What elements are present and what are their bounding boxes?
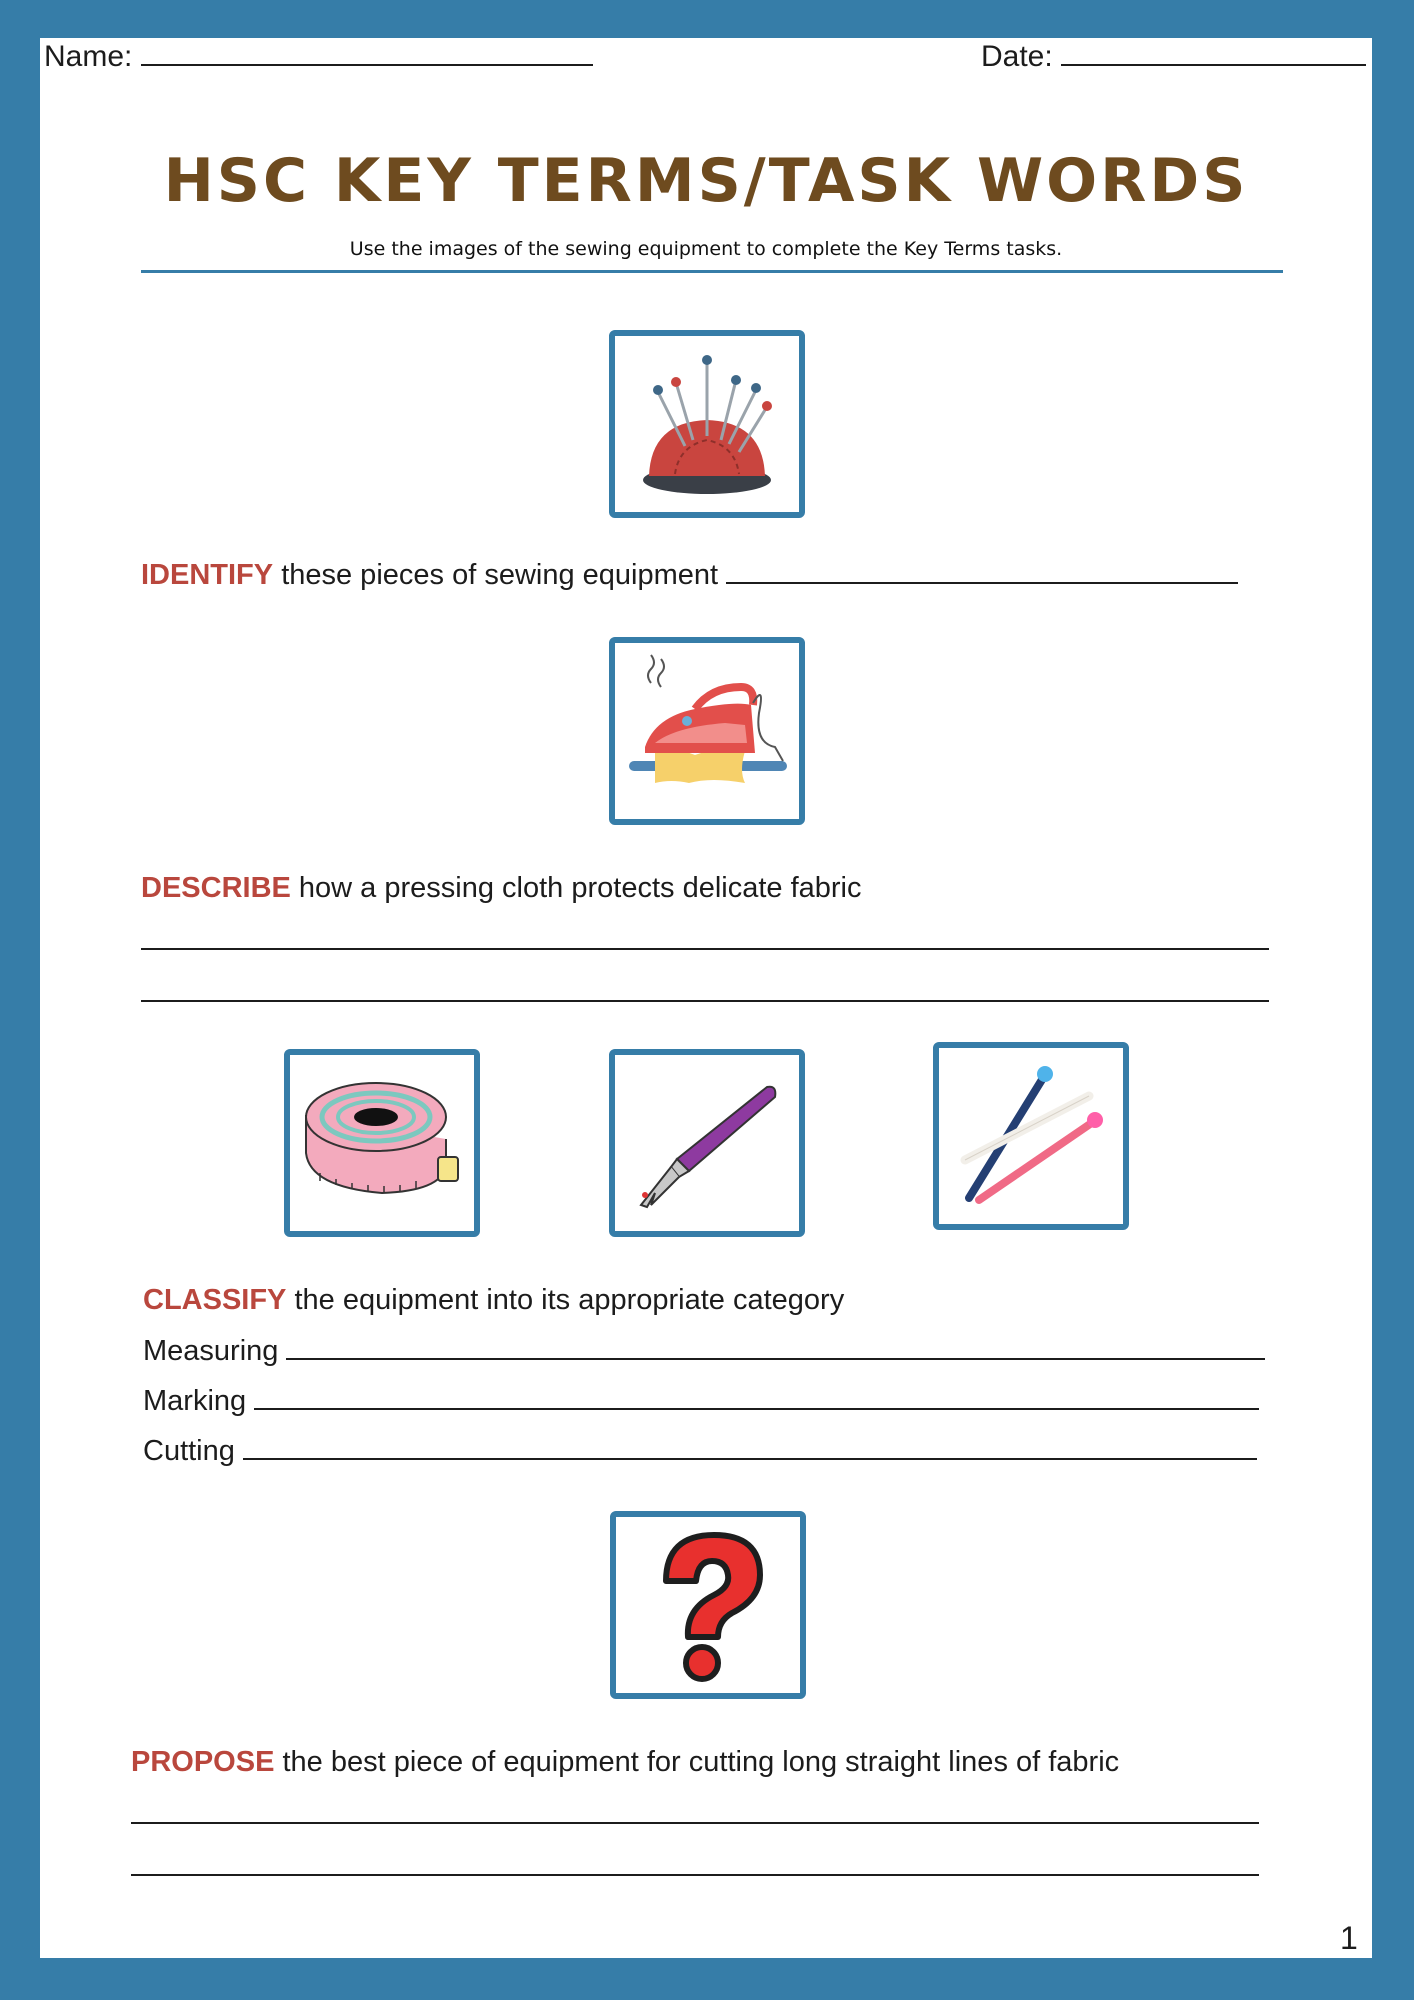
classify-text: the equipment into its appropriate category	[294, 1284, 845, 1316]
page-title: HSC KEY TERMS/TASK WORDS	[163, 146, 1249, 216]
iron-icon	[615, 643, 799, 819]
category-label: Cutting	[143, 1435, 235, 1467]
pin-cushion-icon	[615, 336, 799, 512]
identify-keyword: IDENTIFY	[141, 559, 274, 591]
seam-ripper-icon	[615, 1055, 799, 1231]
classify-keyword: CLASSIFY	[143, 1284, 287, 1316]
chalk-pencils-icon	[939, 1048, 1123, 1224]
identify-text: these pieces of sewing equipment	[281, 559, 719, 591]
describe-text: how a pressing cloth protects delicate fabric	[298, 872, 862, 904]
name-label: Name:	[44, 40, 133, 73]
classify-row-cutting	[143, 1432, 1257, 1469]
page-subtitle: Use the images of the sewing equipment to complete the Key Terms tasks.	[349, 238, 1063, 260]
name-field[interactable]	[44, 38, 593, 75]
propose-keyword: PROPOSE	[131, 1746, 275, 1778]
category-label: Measuring	[143, 1335, 279, 1367]
classify-row-marking	[143, 1382, 1259, 1419]
propose-answer-line-2[interactable]	[131, 1874, 1259, 1876]
cutting-answer-blank[interactable]	[243, 1432, 1257, 1460]
identify-answer-blank[interactable]	[726, 556, 1238, 584]
pin-cushion-frame	[609, 330, 805, 518]
iron-frame	[609, 637, 805, 825]
tape-measure-frame	[284, 1049, 480, 1237]
seam-ripper-frame	[609, 1049, 805, 1237]
describe-question	[141, 870, 862, 906]
tape-measure-icon	[290, 1055, 474, 1231]
classify-row-measuring	[143, 1332, 1265, 1369]
measuring-answer-blank[interactable]	[286, 1332, 1265, 1360]
propose-answer-line-1[interactable]	[131, 1822, 1259, 1824]
date-label: Date:	[981, 40, 1053, 73]
name-blank[interactable]	[141, 38, 593, 66]
describe-keyword: DESCRIBE	[141, 872, 291, 904]
describe-answer-line-2[interactable]	[141, 1000, 1269, 1002]
category-label: Marking	[143, 1385, 247, 1417]
classify-question	[143, 1282, 844, 1318]
page-number: 1	[1340, 1920, 1358, 1956]
date-field[interactable]	[981, 38, 1366, 75]
identify-question	[141, 556, 1238, 593]
date-blank[interactable]	[1061, 38, 1366, 66]
question-mark-frame	[610, 1511, 806, 1699]
describe-answer-line-1[interactable]	[141, 948, 1269, 950]
question-mark-icon	[616, 1517, 800, 1693]
propose-question	[131, 1744, 1119, 1780]
chalk-pencils-frame	[933, 1042, 1129, 1230]
worksheet-page	[40, 38, 1372, 1958]
marking-answer-blank[interactable]	[254, 1382, 1259, 1410]
propose-text: the best piece of equipment for cutting long straight lines of fabric	[282, 1746, 1120, 1778]
title-divider	[141, 270, 1283, 273]
